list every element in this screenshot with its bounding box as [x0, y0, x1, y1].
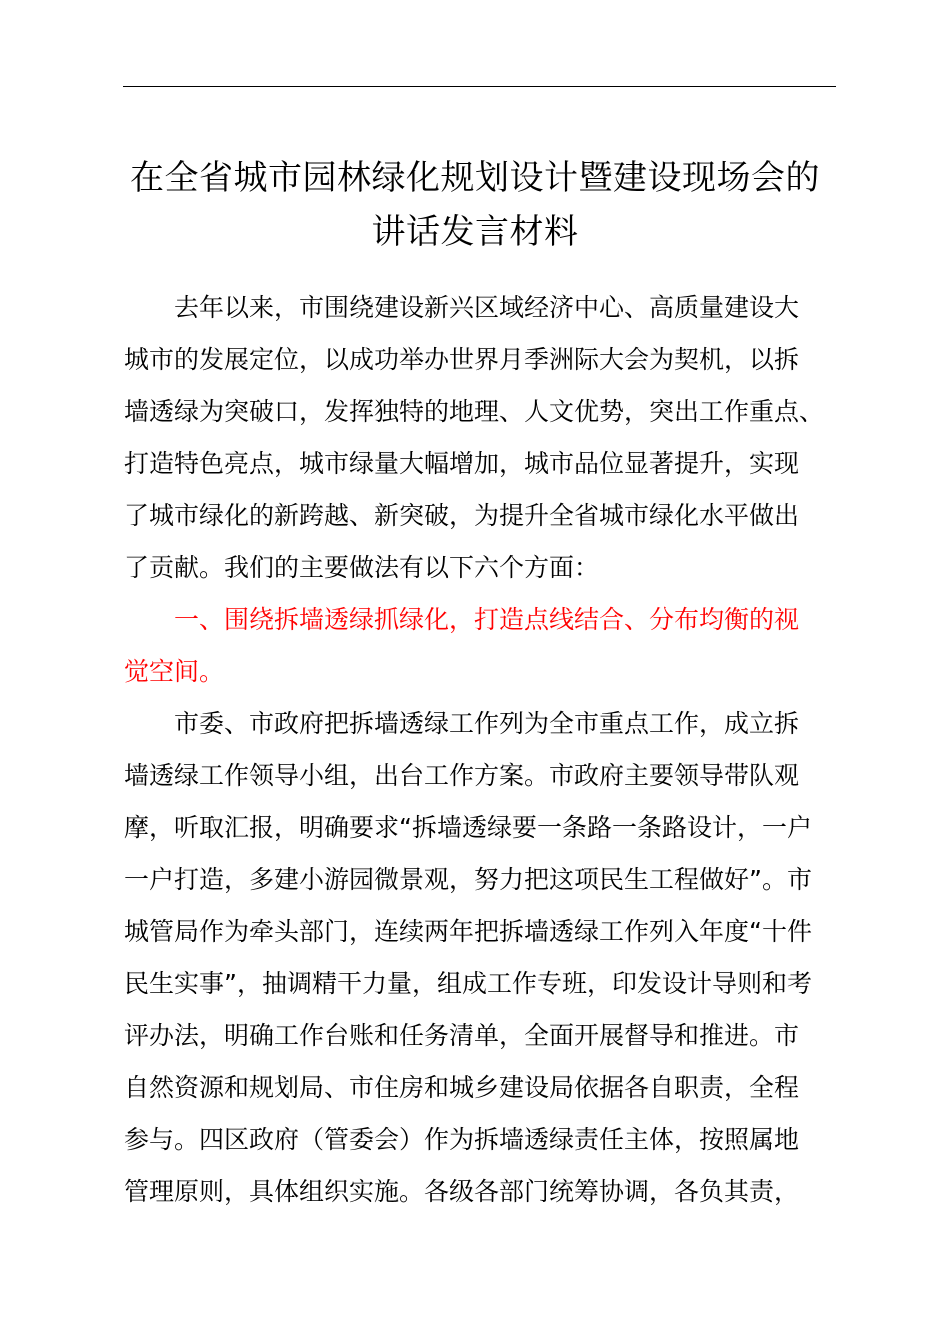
paragraph-1-line-5: 了城市绿化的新跨越、新突破，为提升全省城市绿化水平做出: [124, 501, 800, 530]
paragraph-2-line-1: 市委、市政府把拆墙透绿工作列为全市重点工作，成立拆: [174, 709, 800, 738]
paragraph-1-line-3: 墙透绿为突破口，发挥独特的地理、人文优势，突出工作重点、: [124, 397, 825, 426]
paragraph-1-line-2: 城市的发展定位，以成功举办世界月季洲际大会为契机，以拆: [124, 345, 800, 374]
paragraph-2-line-4: 一户打造，多建小游园微景观，努力把这项民生工程做好”。市: [124, 865, 812, 894]
paragraph-2-line-9: 参与。四区政府（管委会）作为拆墙透绿责任主体，按照属地: [124, 1125, 800, 1154]
paragraph-2-line-6: 民生实事”，抽调精干力量，组成工作专班，印发设计导则和考: [124, 969, 812, 998]
paragraph-2-line-7: 评办法，明确工作台账和任务清单，全面开展督导和推进。市: [124, 1021, 800, 1050]
title-line-1: 在全省城市园林绿化规划设计暨建设现场会的: [130, 158, 820, 198]
top-rule: [123, 86, 836, 87]
paragraph-1-line-6: 了贡献。我们的主要做法有以下六个方面：: [124, 553, 600, 582]
paragraph-1-line-4: 打造特色亮点，城市绿量大幅增加，城市品位显著提升，实现: [124, 449, 800, 478]
paragraph-2-line-8: 自然资源和规划局、市住房和城乡建设局依据各自职责，全程: [124, 1073, 800, 1102]
title-line-2: 讲话发言材料: [371, 212, 579, 252]
paragraph-1-line-1: 去年以来，市围绕建设新兴区域经济中心、高质量建设大: [174, 293, 800, 322]
section-heading-line-1: 一、围绕拆墙透绿抓绿化，打造点线结合、分布均衡的视: [174, 605, 800, 634]
paragraph-2-line-5: 城管局作为牵头部门，连续两年把拆墙透绿工作列入年度“十件: [124, 917, 812, 946]
paragraph-2-line-3: 摩，听取汇报，明确要求“拆墙透绿要一条路一条路设计，一户: [124, 813, 812, 842]
paragraph-2-line-2: 墙透绿工作领导小组，出台工作方案。市政府主要领导带队观: [124, 761, 800, 790]
section-heading-line-2: 觉空间。: [124, 657, 225, 686]
paragraph-2-line-10: 管理原则，具体组织实施。各级各部门统筹协调，各负其责，: [124, 1177, 800, 1206]
